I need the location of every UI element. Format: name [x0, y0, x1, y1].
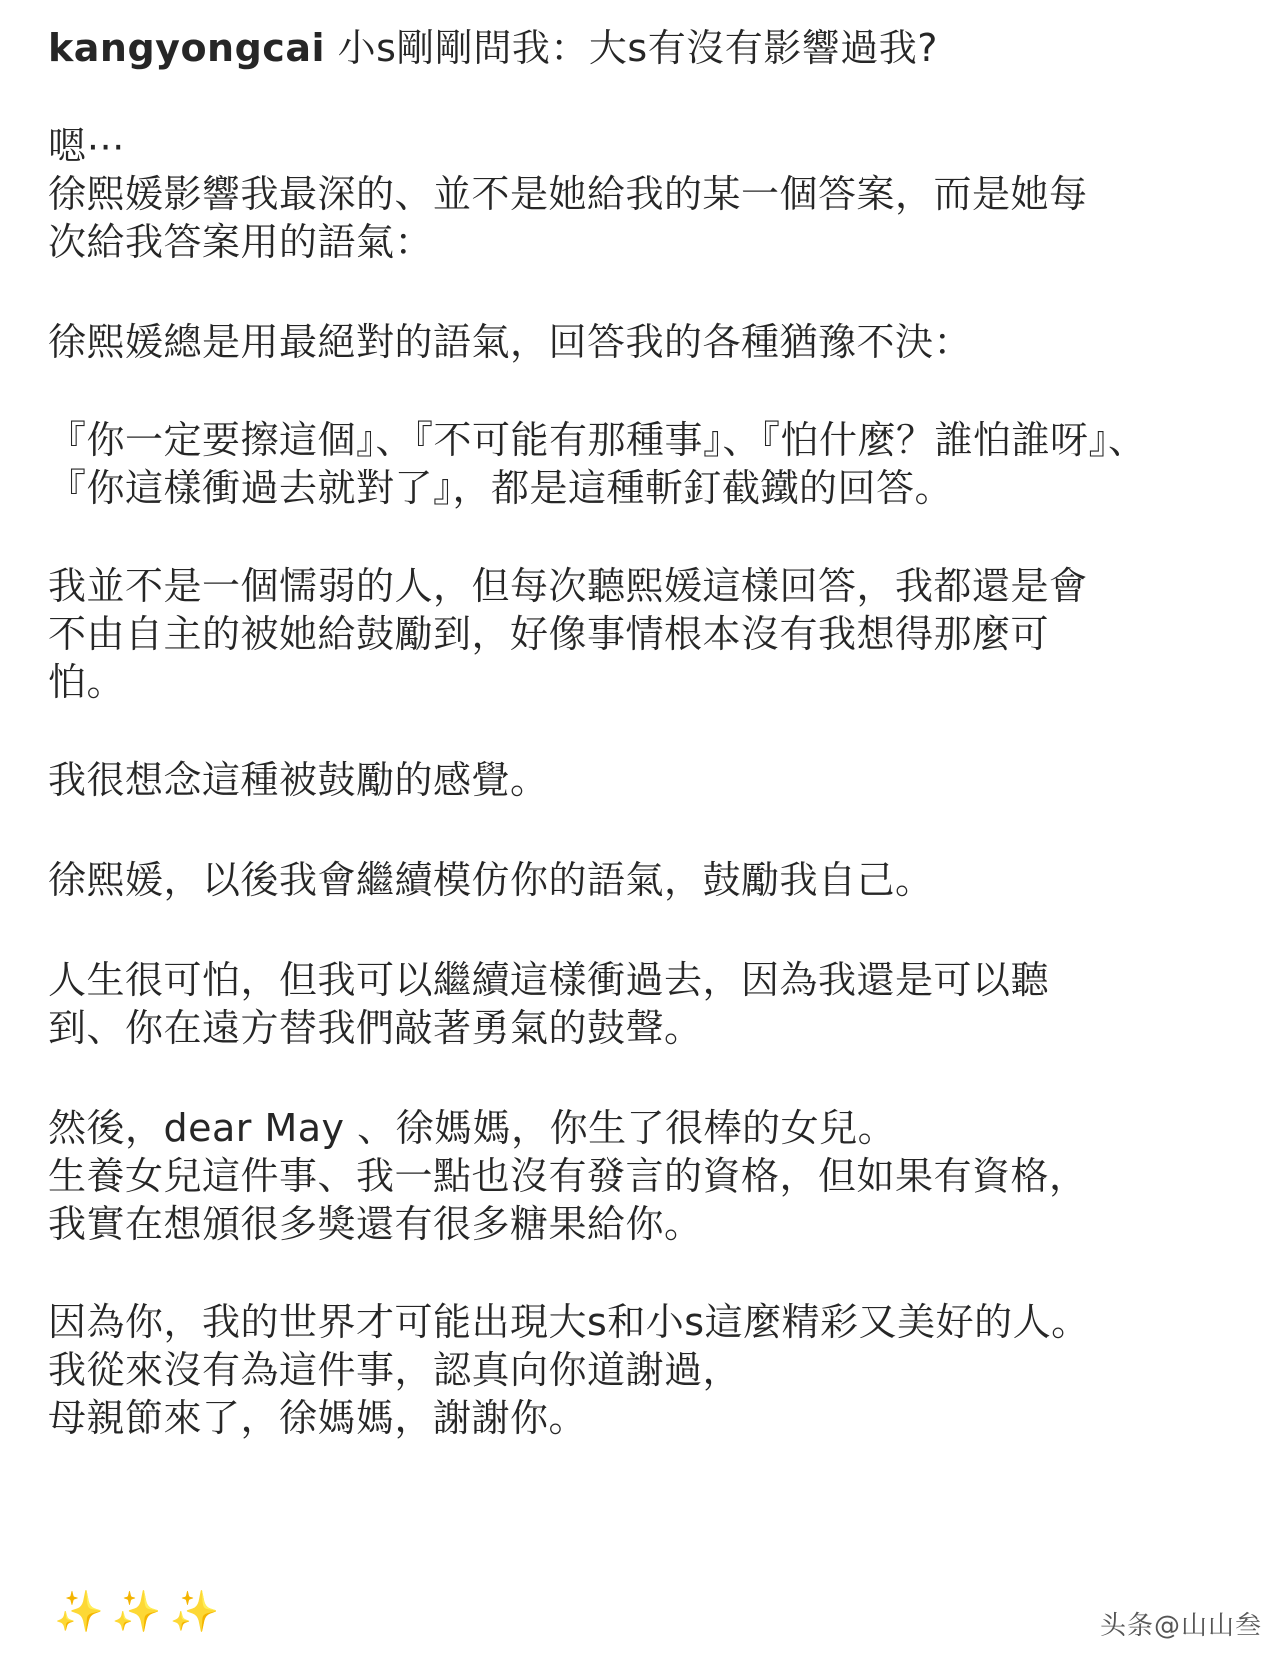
- caption-text: 母親節來了，徐媽媽，謝謝你。: [48, 1396, 588, 1440]
- caption-text: 我並不是一個懦弱的人，但每次聽熙媛這樣回答，我都還是會: [48, 564, 1088, 608]
- caption-text: 然後，dear May 、徐媽媽，你生了很棒的女兒。: [48, 1106, 897, 1150]
- caption-text: 我很想念這種被鼓勵的感覺。: [48, 758, 549, 802]
- username-link[interactable]: kangyongcai: [48, 26, 325, 70]
- caption-text: 我從來沒有為這件事，認真向你道謝過，: [48, 1348, 742, 1392]
- caption-text: 不由自主的被她給鼓勵到，好像事情根本沒有我想得那麼可: [48, 612, 1050, 656]
- watermark: 头条@山山叁: [1099, 1611, 1262, 1641]
- caption-text: 人生很可怕，但我可以繼續這樣衝過去，因為我還是可以聽: [48, 958, 1050, 1002]
- caption-text: 徐熙媛總是用最絕對的語氣，回答我的各種猶豫不決：: [48, 320, 973, 364]
- caption-text: 徐熙媛，以後我會繼續模仿你的語氣，鼓勵我自己。: [48, 858, 934, 902]
- caption-header-line: [48, 24, 938, 72]
- caption-text: 小s剛剛問我：大s有沒有影響過我?: [337, 26, 938, 70]
- caption-text: 徐熙媛影響我最深的、並不是她給我的某一個答案，而是她每: [48, 172, 1088, 216]
- caption-text: 生養女兒這件事、我一點也沒有發言的資格，但如果有資格，: [48, 1154, 1088, 1198]
- caption-text: 怕。: [48, 660, 126, 704]
- caption-text: 因為你，我的世界才可能出現大s和小s這麼精彩又美好的人。: [48, 1300, 1090, 1344]
- caption-text: 次給我答案用的語氣：: [48, 220, 434, 264]
- caption-text: 嗯⋯: [48, 124, 126, 168]
- caption-text: 『你一定要擦這個』、『不可能有那種事』、『怕什麼？誰怕誰呀』、: [48, 418, 1147, 462]
- sparkles-emoji: ✨✨✨: [54, 1589, 228, 1635]
- caption-text: 『你這樣衝過去就對了』，都是這種斬釘截鐵的回答。: [48, 466, 954, 510]
- caption-text: 我實在想頒很多獎還有很多糖果給你。: [48, 1202, 703, 1246]
- caption-text: 到、你在遠方替我們敲著勇氣的鼓聲。: [48, 1006, 703, 1050]
